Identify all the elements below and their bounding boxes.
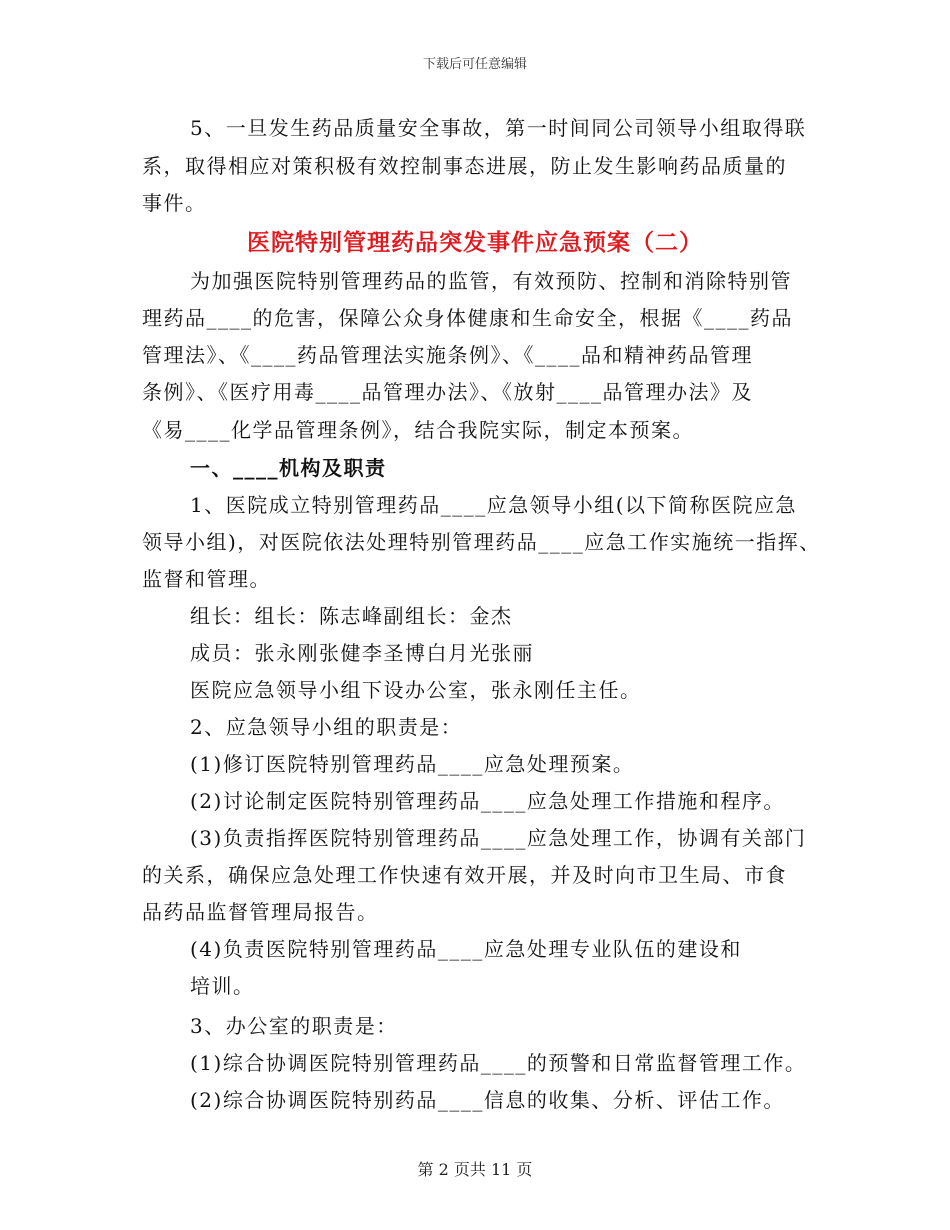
paragraph-line: 培训。 [190,974,255,998]
section-heading: 一、____机构及职责 [190,456,387,480]
paragraph-line: 系，取得相应对策积极有效控制事态进展，防止发生影响药品质量的 [142,154,787,178]
paragraph-line: 理药品____的危害，保障公众身体健康和生命安全，根据《____药品 [142,306,793,330]
paragraph-line: 领导小组)，对医院依法处理特别管理药品____应急工作实施统一指挥、 [142,530,821,554]
document-title: 医院特别管理药品突发事件应急预案（二） [247,229,703,256]
paragraph-line: 5、一旦发生药品质量安全事故，第一时间同公司领导小组取得联 [190,116,807,140]
list-item: (3)负责指挥医院特别管理药品____应急处理工作，协调有关部门 [190,826,807,850]
paragraph-line: 的关系，确保应急处理工作快速有效开展，并及时向市卫生局、市食 [142,863,787,887]
paragraph-line: 事件。 [142,191,207,215]
paragraph-line: 医院应急领导小组下设办公室，张永刚任主任。 [190,678,642,702]
paragraph-line: 管理法》、《____药品管理法实施条例》、《____品和精神药品管理 [142,343,753,367]
paragraph-line: 1、医院成立特别管理药品____应急领导小组(以下简称医院应急 [190,493,798,517]
list-item: (1)综合协调医院特别管理药品____的预警和日常监督管理工作。 [190,1051,807,1075]
paragraph-line: 2、应急领导小组的职责是： [190,715,463,739]
paragraph-line: 组长：组长：陈志峰副组长：金杰 [190,604,513,628]
list-item: (4)负责医院特别管理药品____应急处理专业队伍的建设和 [190,937,742,961]
list-item: (2)综合协调医院特别药品____信息的收集、分析、评估工作。 [190,1088,785,1112]
paragraph-line: 条例》、《医疗用毒____品管理办法》、《放射____品管理办法》及 [142,380,753,404]
paragraph-line: 3、办公室的职责是： [190,1014,398,1038]
paragraph-line: 品药品监督管理局报告。 [142,900,379,924]
paragraph-line: 成员：张永刚张健李圣博白月光张丽 [190,641,534,665]
list-item: (1)修订医院特别管理药品____应急处理预案。 [190,752,635,776]
page-header-note: 下载后可任意编辑 [422,57,527,72]
paragraph-line: 《易____化学品管理条例》，结合我院实际，制定本预案。 [142,418,694,442]
page-number-footer: 第 2 页共 11 页 [417,1160,533,1179]
paragraph-line: 监督和管理。 [142,567,271,591]
list-item: (2)讨论制定医院特别管理药品____应急处理工作措施和程序。 [190,789,785,813]
paragraph-line: 为加强医院特别管理药品的监管，有效预防、控制和消除特别管 [190,269,792,293]
